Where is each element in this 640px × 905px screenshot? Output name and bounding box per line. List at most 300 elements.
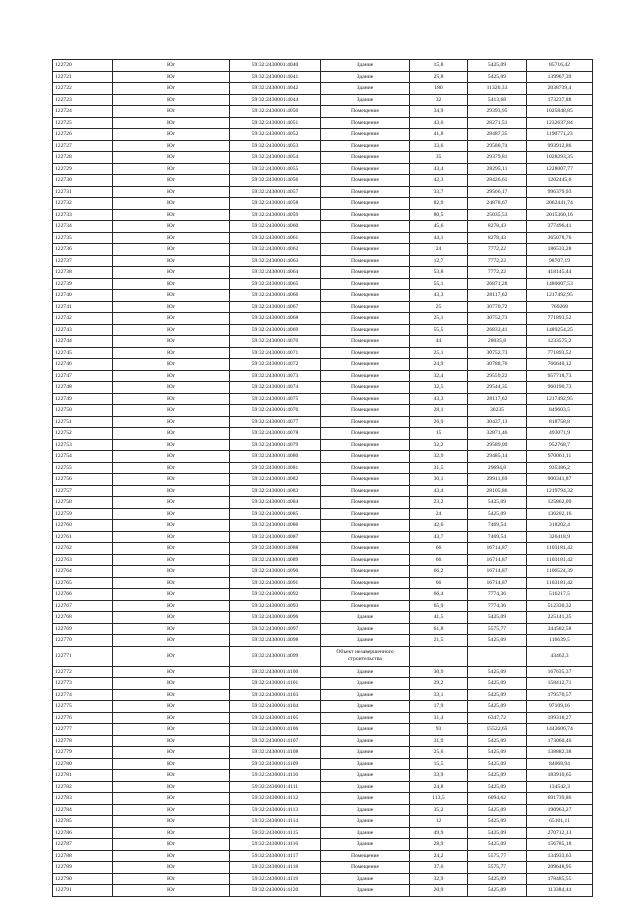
area-cell: 32,4	[410, 370, 468, 382]
cadastral-number-cell: 59:32:2430001:4050	[230, 106, 321, 118]
table-row	[53, 666, 593, 678]
unit-value-cell: 29559,22	[468, 370, 527, 382]
cadastral-number-cell: 59:32:2430001:4078	[230, 428, 321, 440]
object-type-cell: Помещение	[321, 290, 410, 302]
district-cell: Юг	[113, 278, 230, 290]
cadastral-value-cell: 691739,86	[527, 793, 593, 805]
cadastral-value-cell: 97109,16	[527, 701, 593, 713]
cadastral-value-cell: 996379,93	[527, 186, 593, 198]
row-number-cell: 122787	[53, 839, 113, 851]
unit-value-cell: 5425,09	[468, 839, 527, 851]
row-number-cell: 122780	[53, 758, 113, 770]
cadastral-value-cell: 190963,27	[527, 804, 593, 816]
unit-value-cell: 6094,62	[468, 793, 527, 805]
area-cell: 15,8	[410, 60, 468, 72]
cadastral-number-cell: 59:32:2430001:4060	[230, 221, 321, 233]
row-number-cell: 122782	[53, 781, 113, 793]
row-number-cell: 122728	[53, 152, 113, 164]
row-number-cell: 122753	[53, 439, 113, 451]
row-number-cell: 122765	[53, 577, 113, 589]
object-type-cell: Здание	[321, 747, 410, 759]
cadastral-number-cell: 59:32:2430001:4055	[230, 163, 321, 175]
unit-value-cell: 28117,62	[468, 393, 527, 405]
object-type-cell: Помещение	[321, 497, 410, 509]
table-row	[53, 198, 593, 210]
table-row	[53, 83, 593, 95]
district-cell: Юг	[113, 839, 230, 851]
table-row	[53, 370, 593, 382]
object-type-cell: Здание	[321, 623, 410, 635]
cadastral-number-cell: 59:32:2430001:4112	[230, 793, 321, 805]
table-row	[53, 129, 593, 141]
district-cell: Юг	[113, 60, 230, 72]
unit-value-cell: 5425,09	[468, 71, 527, 83]
cadastral-number-cell: 59:32:2430001:4052	[230, 129, 321, 141]
area-cell: 12	[410, 816, 468, 828]
area-cell: 66,4	[410, 589, 468, 601]
cadastral-number-cell: 59:32:2430001:4107	[230, 735, 321, 747]
area-cell: 25,8	[410, 71, 468, 83]
table-row	[53, 175, 593, 187]
district-cell: Юг	[113, 255, 230, 267]
row-number-cell: 122727	[53, 140, 113, 152]
unit-value-cell: 7772,22	[468, 267, 527, 279]
area-cell: 61,8	[410, 623, 468, 635]
table-row	[53, 60, 593, 72]
area-cell: 24	[410, 244, 468, 256]
cadastral-number-cell: 59:32:2430001:4079	[230, 439, 321, 451]
cadastral-value-cell: 85716,42	[527, 60, 593, 72]
cadastral-value-cell: 970061,11	[527, 451, 593, 463]
unit-value-cell: 30752,73	[468, 347, 527, 359]
table-row	[53, 508, 593, 520]
district-cell: Юг	[113, 666, 230, 678]
object-type-cell: Здание	[321, 678, 410, 690]
unit-value-cell: 16714,87	[468, 543, 527, 555]
district-cell: Юг	[113, 221, 230, 233]
row-number-cell: 122749	[53, 393, 113, 405]
row-number-cell: 122790	[53, 873, 113, 885]
cadastral-value-cell: 1190771,23	[527, 129, 593, 141]
unit-value-cell: 16714,87	[468, 577, 527, 589]
cadastral-value-cell: 1103181,42	[527, 554, 593, 566]
unit-value-cell: 5575,77	[468, 850, 527, 862]
table-row	[53, 589, 593, 601]
table-row	[53, 474, 593, 486]
unit-value-cell: 26833,41	[468, 324, 527, 336]
district-cell: Юг	[113, 439, 230, 451]
area-cell: 25,6	[410, 747, 468, 759]
district-cell: Юг	[113, 850, 230, 862]
cadastral-number-cell: 59:32:2430001:4115	[230, 827, 321, 839]
object-type-cell: Здание	[321, 635, 410, 647]
district-cell: Юг	[113, 474, 230, 486]
cadastral-number-cell: 59:32:2430001:4108	[230, 747, 321, 759]
unit-value-cell: 30437,13	[468, 416, 527, 428]
district-cell: Юг	[113, 758, 230, 770]
unit-value-cell: 29694,8	[468, 462, 527, 474]
object-type-cell: Помещение	[321, 451, 410, 463]
row-number-cell: 122764	[53, 566, 113, 578]
row-number-cell: 122721	[53, 71, 113, 83]
object-type-cell: Здание	[321, 816, 410, 828]
area-cell: 66	[410, 577, 468, 589]
row-number-cell: 122786	[53, 827, 113, 839]
cadastral-number-cell: 59:32:2430001:4067	[230, 301, 321, 313]
area-cell: 45,6	[410, 221, 468, 233]
object-type-cell: Здание	[321, 873, 410, 885]
district-cell: Юг	[113, 186, 230, 198]
object-type-cell: Здание	[321, 60, 410, 72]
district-cell: Юг	[113, 600, 230, 612]
district-cell: Юг	[113, 485, 230, 497]
object-type-cell: Помещение	[321, 474, 410, 486]
row-number-cell: 122773	[53, 678, 113, 690]
table-row	[53, 416, 593, 428]
cadastral-number-cell: 59:32:2430001:4068	[230, 313, 321, 325]
cadastral-number-cell: 59:32:2430001:4084	[230, 497, 321, 509]
cadastral-value-cell: 1202445,6	[527, 175, 593, 187]
area-cell: 31,4	[410, 712, 468, 724]
unit-value-cell: 11326,33	[468, 83, 527, 95]
area-cell: 55,1	[410, 278, 468, 290]
area-cell: 25	[410, 301, 468, 313]
unit-value-cell: 7772,22	[468, 244, 527, 256]
cadastral-number-cell: 59:32:2430001:4096	[230, 612, 321, 624]
cadastral-value-cell: 516217,5	[527, 589, 593, 601]
district-cell: Юг	[113, 290, 230, 302]
table-row	[53, 850, 593, 862]
cadastral-number-cell: 59:32:2430001:4061	[230, 232, 321, 244]
row-number-cell: 122785	[53, 816, 113, 828]
area-cell: 15	[410, 428, 468, 440]
district-cell: Юг	[113, 793, 230, 805]
cadastral-number-cell: 59:32:2430001:4111	[230, 781, 321, 793]
cadastral-value-cell: 900341,87	[527, 474, 593, 486]
cadastral-value-cell: 377496,41	[527, 221, 593, 233]
cadastral-number-cell: 59:32:2430001:4058	[230, 198, 321, 210]
cadastral-number-cell: 59:32:2430001:4106	[230, 724, 321, 736]
table-row	[53, 347, 593, 359]
cadastral-value-cell: 173237,88	[527, 94, 593, 106]
cadastral-value-sheet	[52, 59, 592, 897]
object-type-cell: Помещение	[321, 589, 410, 601]
district-cell: Юг	[113, 462, 230, 474]
unit-value-cell: 30752,73	[468, 313, 527, 325]
row-number-cell: 122762	[53, 543, 113, 555]
area-cell: 33,9	[410, 770, 468, 782]
cadastral-number-cell: 59:32:2430001:4092	[230, 589, 321, 601]
unit-value-cell: 5425,09	[468, 781, 527, 793]
row-number-cell: 122760	[53, 520, 113, 532]
row-number-cell: 122784	[53, 804, 113, 816]
object-type-cell: Здание	[321, 612, 410, 624]
unit-value-cell: 29911,69	[468, 474, 527, 486]
district-cell: Юг	[113, 71, 230, 83]
unit-value-cell: 28105,86	[468, 485, 527, 497]
district-cell: Юг	[113, 701, 230, 713]
cadastral-value-cell: 418145,44	[527, 267, 593, 279]
row-number-cell: 122746	[53, 359, 113, 371]
object-type-cell: Помещение	[321, 129, 410, 141]
row-number-cell: 122777	[53, 724, 113, 736]
cadastral-value-cell: 1228007,77	[527, 163, 593, 175]
object-type-cell: Помещение	[321, 140, 410, 152]
district-cell: Юг	[113, 416, 230, 428]
cadastral-value-cell: 1480607,53	[527, 278, 593, 290]
row-number-cell: 122774	[53, 689, 113, 701]
table-row	[53, 462, 593, 474]
object-type-cell: Здание	[321, 770, 410, 782]
cadastral-number-cell: 59:32:2430001:4076	[230, 405, 321, 417]
cadastral-value-cell: 960190,73	[527, 382, 593, 394]
unit-value-cell: 29544,35	[468, 382, 527, 394]
row-number-cell: 122748	[53, 382, 113, 394]
table-row	[53, 313, 593, 325]
cadastral-number-cell: 59:32:2430001:4086	[230, 520, 321, 532]
object-type-cell: Помещение	[321, 255, 410, 267]
object-type-cell: Помещение	[321, 393, 410, 405]
area-cell: 30,9	[410, 666, 468, 678]
row-number-cell: 122778	[53, 735, 113, 747]
area-cell: 113,5	[410, 793, 468, 805]
unit-value-cell: 28035,8	[468, 336, 527, 348]
unit-value-cell: 16714,87	[468, 554, 527, 566]
table-row	[53, 554, 593, 566]
district-cell: Юг	[113, 816, 230, 828]
row-number-cell: 122729	[53, 163, 113, 175]
district-cell: Юг	[113, 543, 230, 555]
row-number-cell: 122745	[53, 347, 113, 359]
area-cell: 43,6	[410, 117, 468, 129]
table-row	[53, 635, 593, 647]
cadastral-value-cell: 125862,09	[527, 497, 593, 509]
row-number-cell: 122763	[53, 554, 113, 566]
district-cell: Юг	[113, 370, 230, 382]
row-number-cell: 122767	[53, 600, 113, 612]
table-row	[53, 71, 593, 83]
object-type-cell: Помещение	[321, 267, 410, 279]
row-number-cell: 122742	[53, 313, 113, 325]
cadastral-value-cell: 179570,57	[527, 689, 593, 701]
row-number-cell: 122761	[53, 531, 113, 543]
table-row	[53, 359, 593, 371]
area-cell: 34,9	[410, 106, 468, 118]
district-cell: Юг	[113, 106, 230, 118]
cadastral-value-cell: 113384,44	[527, 885, 593, 897]
object-type-cell: Помещение	[321, 554, 410, 566]
district-cell: Юг	[113, 163, 230, 175]
cadastral-number-cell: 59:32:2430001:4097	[230, 623, 321, 635]
area-cell: 43,3	[410, 290, 468, 302]
cadastral-number-cell: 59:32:2430001:4063	[230, 255, 321, 267]
area-cell: 53,8	[410, 267, 468, 279]
row-number-cell: 122741	[53, 301, 113, 313]
district-cell: Юг	[113, 359, 230, 371]
area-cell: 32,5	[410, 382, 468, 394]
unit-value-cell: 30235	[468, 405, 527, 417]
cadastral-value-cell: 138882,38	[527, 747, 593, 759]
area-cell: 29,2	[410, 678, 468, 690]
cadastral-number-cell: 59:32:2430001:4080	[230, 451, 321, 463]
cadastral-value-cell: 199318,27	[527, 712, 593, 724]
area-cell: 33,7	[410, 186, 468, 198]
table-row	[53, 701, 593, 713]
area-cell: 25,1	[410, 347, 468, 359]
table-row	[53, 862, 593, 874]
table-row	[53, 577, 593, 589]
cadastral-value-cell: 1233575,2	[527, 336, 593, 348]
cadastral-value-cell: 1219794,32	[527, 485, 593, 497]
object-type-cell: Помещение	[321, 336, 410, 348]
object-type-cell: Помещение	[321, 152, 410, 164]
district-cell: Юг	[113, 577, 230, 589]
table-row	[53, 839, 593, 851]
unit-value-cell: 25035,53	[468, 209, 527, 221]
area-cell: 30,1	[410, 474, 468, 486]
cadastral-number-cell: 59:32:2430001:4082	[230, 474, 321, 486]
row-number-cell: 122789	[53, 862, 113, 874]
table-body	[53, 60, 593, 897]
area-cell: 33,1	[410, 689, 468, 701]
cadastral-number-cell: 59:32:2430001:4041	[230, 71, 321, 83]
object-type-cell: Помещение	[321, 324, 410, 336]
table-row	[53, 290, 593, 302]
cadastral-number-cell: 59:32:2430001:4069	[230, 324, 321, 336]
cadastral-value-cell: 2038739,4	[527, 83, 593, 95]
unit-value-cell: 28487,35	[468, 129, 527, 141]
cadastral-value-cell: 849603,5	[527, 405, 593, 417]
cadastral-number-cell: 59:32:2430001:4085	[230, 508, 321, 520]
area-cell: 24,8	[410, 781, 468, 793]
table-row	[53, 485, 593, 497]
unit-value-cell: 5425,09	[468, 735, 527, 747]
unit-value-cell: 29589,09	[468, 439, 527, 451]
area-cell: 31,5	[410, 462, 468, 474]
table-row	[53, 428, 593, 440]
object-type-cell: Помещение	[321, 209, 410, 221]
area-cell: 32	[410, 94, 468, 106]
table-row	[53, 770, 593, 782]
area-cell: 37,6	[410, 862, 468, 874]
district-cell: Юг	[113, 781, 230, 793]
cadastral-number-cell: 59:32:2430001:4070	[230, 336, 321, 348]
cadastral-number-cell: 59:32:2430001:4119	[230, 873, 321, 885]
table-row	[53, 758, 593, 770]
district-cell: Юг	[113, 735, 230, 747]
cadastral-number-cell: 59:32:2430001:4100	[230, 666, 321, 678]
unit-value-cell: 29566,17	[468, 186, 527, 198]
cadastral-value-cell: 952768,7	[527, 439, 593, 451]
district-cell: Юг	[113, 175, 230, 187]
row-number-cell: 122781	[53, 770, 113, 782]
object-type-cell: Здание	[321, 689, 410, 701]
table-row	[53, 221, 593, 233]
cadastral-value-cell: 1103181,42	[527, 543, 593, 555]
table-row	[53, 393, 593, 405]
cadastral-number-cell: 59:32:2430001:4105	[230, 712, 321, 724]
object-type-cell: Здание	[321, 735, 410, 747]
area-cell: 93	[410, 724, 468, 736]
cadastral-number-cell: 59:32:2430001:4081	[230, 462, 321, 474]
district-cell: Юг	[113, 804, 230, 816]
object-type-cell: Помещение	[321, 862, 410, 874]
area-cell: 42,3	[410, 175, 468, 187]
district-cell: Юг	[113, 497, 230, 509]
unit-value-cell: 5413,68	[468, 94, 527, 106]
area-cell: 32,2	[410, 439, 468, 451]
district-cell: Юг	[113, 747, 230, 759]
area-cell	[410, 646, 468, 666]
area-cell: 44,1	[410, 232, 468, 244]
unit-value-cell: 7772,22	[468, 255, 527, 267]
cadastral-number-cell: 59:32:2430001:4116	[230, 839, 321, 851]
district-cell: Юг	[113, 336, 230, 348]
row-number-cell: 122734	[53, 221, 113, 233]
table-row	[53, 117, 593, 129]
row-number-cell: 122725	[53, 117, 113, 129]
object-type-cell: Здание	[321, 94, 410, 106]
row-number-cell: 122723	[53, 94, 113, 106]
unit-value-cell: 7774,36	[468, 589, 527, 601]
table-row	[53, 543, 593, 555]
area-cell: 66	[410, 543, 468, 555]
cadastral-number-cell: 59:32:2430001:4109	[230, 758, 321, 770]
unit-value-cell: 28117,62	[468, 290, 527, 302]
cadastral-number-cell: 59:32:2430001:4053	[230, 140, 321, 152]
object-type-cell: Помещение	[321, 175, 410, 187]
object-type-cell: Здание	[321, 827, 410, 839]
district-cell: Юг	[113, 405, 230, 417]
table-row	[53, 623, 593, 635]
row-number-cell: 122744	[53, 336, 113, 348]
cadastral-number-cell: 59:32:2430001:4114	[230, 816, 321, 828]
cadastral-value-cell: 1489254,25	[527, 324, 593, 336]
cadastral-number-cell: 59:32:2430001:4075	[230, 393, 321, 405]
table-row	[53, 94, 593, 106]
area-cell: 35	[410, 152, 468, 164]
area-cell: 65,9	[410, 600, 468, 612]
table-row	[53, 232, 593, 244]
cadastral-number-cell: 59:32:2430001:4103	[230, 689, 321, 701]
cadastral-number-cell: 59:32:2430001:4090	[230, 566, 321, 578]
area-cell: 24	[410, 508, 468, 520]
table-row	[53, 301, 593, 313]
table-row	[53, 152, 593, 164]
unit-value-cell: 5425,09	[468, 885, 527, 897]
district-cell: Юг	[113, 623, 230, 635]
object-type-cell: Помещение	[321, 232, 410, 244]
cadastral-number-cell: 59:32:2430001:4040	[230, 60, 321, 72]
object-type-cell: Помещение	[321, 106, 410, 118]
row-number-cell: 122747	[53, 370, 113, 382]
cadastral-number-cell: 59:32:2430001:4101	[230, 678, 321, 690]
object-type-cell: Помещение	[321, 416, 410, 428]
unit-value-cell: 5425,09	[468, 60, 527, 72]
area-cell: 82,9	[410, 198, 468, 210]
district-cell: Юг	[113, 589, 230, 601]
unit-value-cell: 28426,61	[468, 175, 527, 187]
row-number-cell: 122791	[53, 885, 113, 897]
cadastral-value-cell: 225141,35	[527, 612, 593, 624]
cadastral-value-cell: 84068,94	[527, 758, 593, 770]
table-row	[53, 278, 593, 290]
area-cell: 49,9	[410, 827, 468, 839]
row-number-cell: 122730	[53, 175, 113, 187]
row-number-cell: 122759	[53, 508, 113, 520]
cadastral-value-cell: 43462,3	[527, 646, 593, 666]
unit-value-cell: 5575,77	[468, 623, 527, 635]
